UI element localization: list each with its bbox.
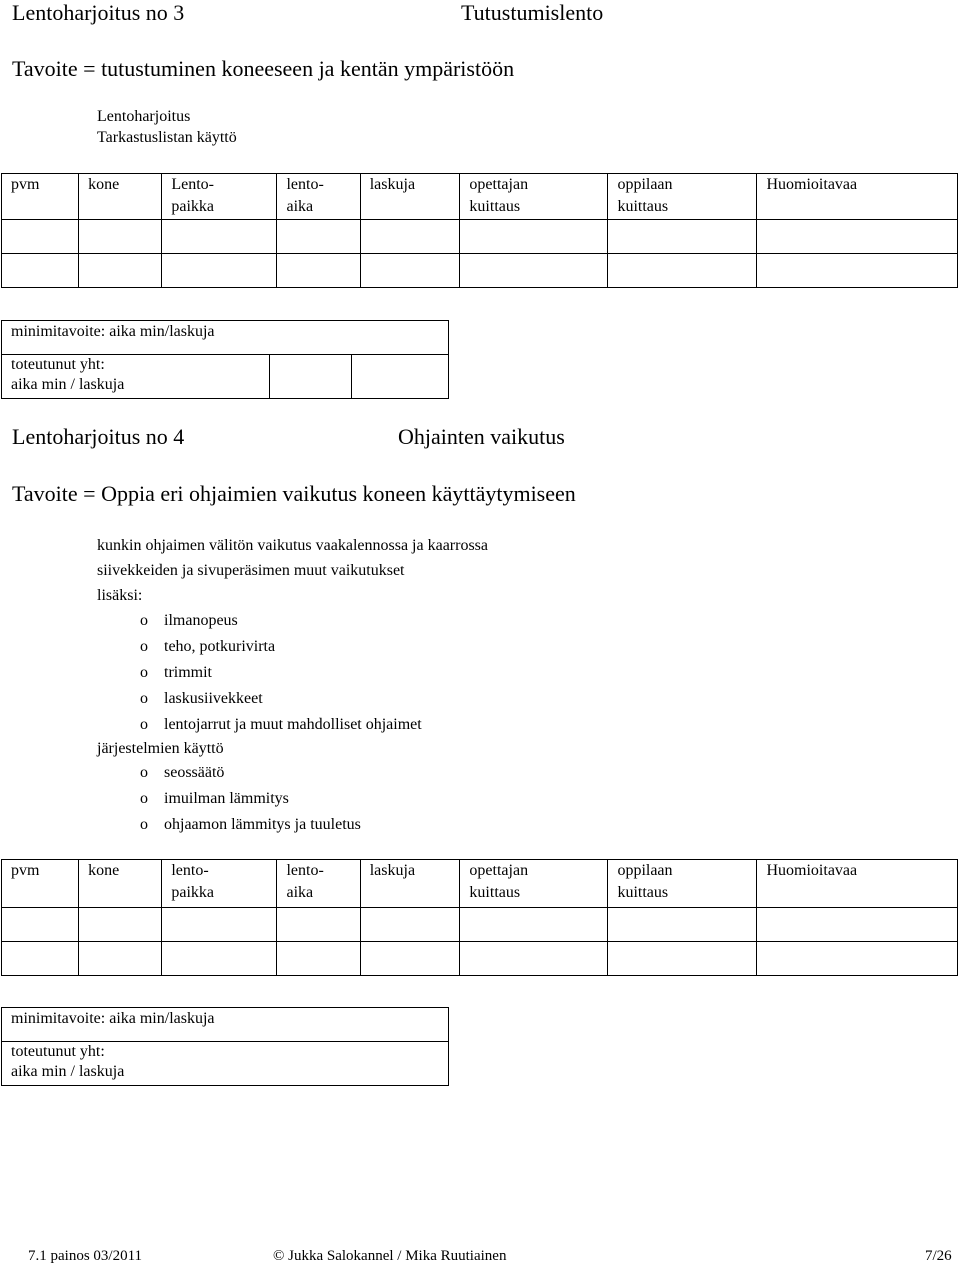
lesson3-item: Tarkastuslistan käyttö bbox=[97, 129, 237, 146]
table-cell[interactable] bbox=[79, 942, 162, 976]
table-cell[interactable] bbox=[79, 908, 162, 942]
header-cell: kone bbox=[79, 174, 162, 220]
table-cell[interactable] bbox=[460, 220, 608, 254]
lesson3-subtitle: Tutustumislento bbox=[461, 0, 604, 25]
table-cell[interactable] bbox=[360, 254, 460, 288]
lesson4-goal: Tavoite = Oppia eri ohjaimien vaikutus koneen käyttäytymiseen bbox=[12, 481, 576, 506]
table-cell[interactable] bbox=[460, 942, 608, 976]
bullet: o bbox=[140, 612, 148, 629]
table-cell[interactable] bbox=[277, 942, 360, 976]
table-cell[interactable] bbox=[2, 942, 79, 976]
table-row bbox=[2, 254, 958, 288]
table-cell[interactable] bbox=[277, 254, 360, 288]
table-cell[interactable] bbox=[360, 942, 460, 976]
table-cell[interactable] bbox=[757, 942, 958, 976]
table-cell[interactable] bbox=[277, 220, 360, 254]
header-cell: lento- aika bbox=[277, 860, 360, 908]
table-cell[interactable] bbox=[162, 908, 277, 942]
header-cell: Lento- paikka bbox=[162, 174, 277, 220]
header-cell: laskuja bbox=[360, 860, 460, 908]
summary-row bbox=[2, 321, 449, 355]
lesson3-summary-table bbox=[1, 320, 449, 399]
table-cell[interactable] bbox=[757, 908, 958, 942]
table-cell[interactable] bbox=[757, 220, 958, 254]
table-cell[interactable] bbox=[460, 254, 608, 288]
footer-page-number: 7/26 bbox=[925, 1248, 952, 1264]
header-cell: kone bbox=[79, 860, 162, 908]
bullet: o bbox=[140, 638, 148, 655]
lesson3-goal: Tavoite = tutustuminen koneeseen ja kentän ympäristöön bbox=[12, 56, 515, 81]
header-cell: opettajan kuittaus bbox=[460, 174, 608, 220]
header-cell: oppilaan kuittaus bbox=[608, 174, 757, 220]
content-line: siivekkeiden ja sivuperäsimen muut vaikutukset bbox=[97, 562, 405, 579]
table-cell[interactable] bbox=[162, 942, 277, 976]
lesson4-subtitle: Ohjainten vaikutus bbox=[398, 424, 565, 449]
table-cell[interactable] bbox=[2, 220, 79, 254]
systems-label: järjestelmien käyttö bbox=[97, 740, 224, 757]
table-cell[interactable] bbox=[277, 908, 360, 942]
table-header-row bbox=[2, 860, 958, 908]
table-cell[interactable] bbox=[608, 220, 757, 254]
table-cell[interactable] bbox=[79, 254, 162, 288]
footer-copyright: © Jukka Salokannel / Mika Ruutiainen bbox=[273, 1248, 507, 1264]
table-cell[interactable] bbox=[79, 220, 162, 254]
header-cell: Huomioitavaa bbox=[757, 174, 958, 220]
table-row bbox=[2, 220, 958, 254]
header-cell: opettajan kuittaus bbox=[460, 860, 608, 908]
lesson4-log-table bbox=[1, 859, 958, 976]
table-cell[interactable] bbox=[608, 254, 757, 288]
lesson4-title: Lentoharjoitus no 4 bbox=[12, 424, 185, 449]
lesson4-summary-table bbox=[1, 1007, 449, 1086]
header-cell: pvm bbox=[2, 174, 79, 220]
bullet: o bbox=[140, 716, 148, 733]
lesson3-title: Lentoharjoitus no 3 bbox=[12, 0, 185, 25]
table-cell[interactable] bbox=[608, 942, 757, 976]
actual-total-label: toteutunut yht: aika min / laskuja bbox=[2, 355, 270, 399]
table-cell[interactable] bbox=[608, 908, 757, 942]
lesson3-log-table bbox=[1, 173, 958, 288]
table-cell[interactable] bbox=[162, 254, 277, 288]
table-row bbox=[2, 942, 958, 976]
content-line: kunkin ohjaimen välitön vaikutus vaakalennossa ja kaarrossa bbox=[97, 537, 489, 554]
header-cell: lento- aika bbox=[277, 174, 360, 220]
table-cell[interactable] bbox=[162, 220, 277, 254]
summary-row bbox=[2, 1042, 449, 1086]
lesson3-item: Lentoharjoitus bbox=[97, 108, 191, 125]
bullet: o bbox=[140, 816, 148, 833]
summary-row bbox=[2, 1008, 449, 1042]
min-goal-label: minimitavoite: aika min/laskuja bbox=[2, 321, 449, 355]
summary-row bbox=[2, 355, 449, 399]
header-cell: oppilaan kuittaus bbox=[608, 860, 757, 908]
footer-edition: 7.1 painos 03/2011 bbox=[28, 1248, 143, 1264]
table-row bbox=[2, 908, 958, 942]
header-cell: laskuja bbox=[360, 174, 460, 220]
actual-total-label: toteutunut yht: aika min / laskuja bbox=[2, 1042, 449, 1086]
extra-label: lisäksi: bbox=[97, 587, 143, 604]
table-cell[interactable] bbox=[460, 908, 608, 942]
bullet: o bbox=[140, 690, 148, 707]
table-cell[interactable] bbox=[360, 908, 460, 942]
header-cell: lento- paikka bbox=[162, 860, 277, 908]
actual-time-cell[interactable] bbox=[270, 355, 352, 399]
header-cell: pvm bbox=[2, 860, 79, 908]
table-header-row bbox=[2, 174, 958, 220]
bullet: o bbox=[140, 664, 148, 681]
header-cell: Huomioitavaa bbox=[757, 860, 958, 908]
table-cell[interactable] bbox=[757, 254, 958, 288]
table-cell[interactable] bbox=[360, 220, 460, 254]
bullet: o bbox=[140, 790, 148, 807]
min-goal-label: minimitavoite: aika min/laskuja bbox=[2, 1008, 449, 1042]
actual-landings-cell[interactable] bbox=[352, 355, 449, 399]
table-cell[interactable] bbox=[2, 254, 79, 288]
table-cell[interactable] bbox=[2, 908, 79, 942]
bullet: o bbox=[140, 764, 148, 781]
